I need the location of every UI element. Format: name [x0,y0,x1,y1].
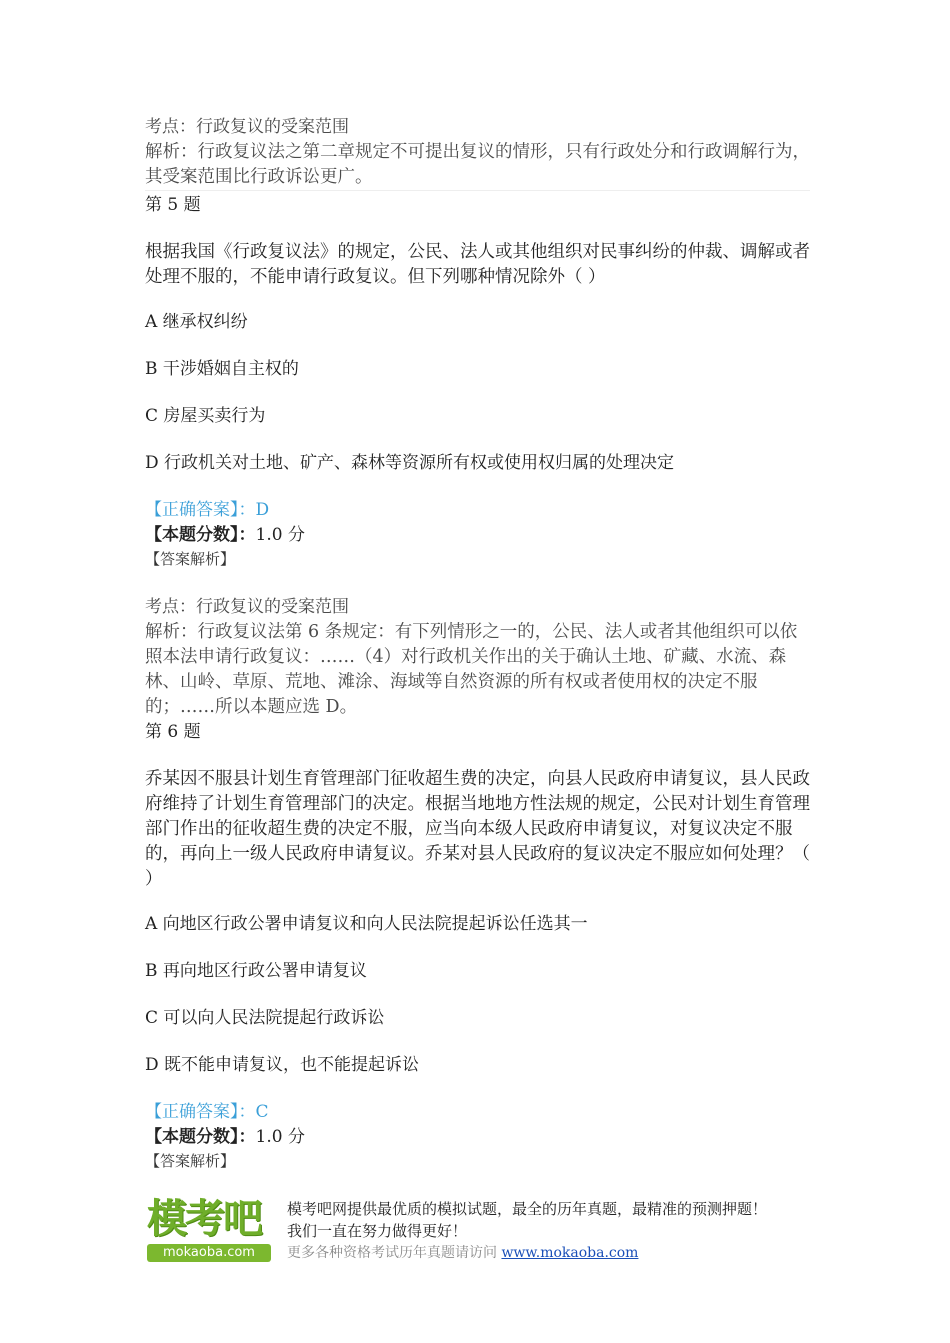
document-page [145,115,810,1172]
question-5-kaodian: 考点：行政复议的受案范围 [145,597,349,617]
score-value: 1.0 分 [255,525,305,545]
footer-slogan: 模考吧网提供最优质的模拟试题，最全的历年真题，最精准的预测押题！ [287,1200,768,1218]
question-6-stem: 乔某因不服县计划生育管理部门征收超生费的决定，向县人民政府申请复议，县人民政府维持了计划生育管理部门的决定。根据当地地方性法规的规定，公民对计划生育管理部门作出的征收超生费的决定不服，应当向本级人民政府申请复议，对复议决定不服的，再向上一级人民政府申请复议。乔某对县人民政府的复议决定不服应如何处理？（ ） [145,769,810,889]
question-5-analysis-label: 【答案解析】 [145,550,236,568]
logo-wordmark: 模考吧 [147,1196,261,1242]
question-6-option-c: C 可以向人民法院提起行政诉讼 [145,1008,385,1028]
question-5-answer [145,498,810,523]
question-6-analysis-label: 【答案解析】 [145,1152,236,1170]
question-6-title: 第 6 题 [145,722,201,742]
score-label: 【本题分数】： [145,1127,256,1147]
footer-motto: 我们一直在努力做得更好！ [287,1222,468,1240]
footer-banner [145,1196,810,1268]
score-label: 【本题分数】： [145,525,256,545]
answer-label: 【正确答案】： [145,500,256,520]
question-5-option-d: D 行政机关对土地、矿产、森林等资源所有权或使用权归属的处理决定 [145,453,675,473]
logo-domain: mokaoba.com [147,1244,271,1262]
prev-kaodian: 考点：行政复议的受案范围 [145,117,349,137]
divider [145,190,810,191]
question-5-option-a: A 继承权纠纷 [145,312,248,332]
question-5-option-b: B 干涉婚姻自主权的 [145,359,299,379]
answer-label: 【正确答案】： [145,1102,256,1122]
mokaoba-logo [145,1196,273,1266]
question-5-option-c: C 房屋买卖行为 [145,406,266,426]
question-6-option-d: D 既不能申请复议，也不能提起诉讼 [145,1055,420,1075]
footer-visit-prefix: 更多各种资格考试历年真题请访问 [287,1245,502,1261]
score-value: 1.0 分 [255,1127,305,1147]
question-5-stem: 根据我国《行政复议法》的规定，公民、法人或其他组织对民事纠纷的仲裁、调解或者处理不服的，不能申请行政复议。但下列哪种情况除外（ ） [145,242,810,287]
question-6-score [145,1125,810,1150]
question-5-title: 第 5 题 [145,195,201,215]
answer-value: D [255,500,270,520]
question-6-answer [145,1100,810,1125]
question-6-option-a: A 向地区行政公署申请复议和向人民法院提起诉讼任选其一 [145,914,588,934]
footer-visit [287,1242,807,1264]
question-5-jiexi: 解析：行政复议法第 6 条规定：有下列情形之一的，公民、法人或者其他组织可以依照本法申请行政复议：……（4）对行政机关作出的关于确认土地、矿藏、水流、森林、山岭、草原、荒地、滩涂、海域等自然资源的所有权或者使用权的决定不服的；……所以本题应选 D。 [145,622,798,717]
answer-value: C [255,1102,269,1122]
question-6-option-b: B 再向地区行政公署申请复议 [145,961,367,981]
prev-jiexi: 解析：行政复议法之第二章规定不可提出复议的情形，只有行政处分和行政调解行为，其受案范围比行政诉讼更广。 [145,142,810,187]
footer-text [287,1198,807,1264]
website-link[interactable]: www.mokaoba.com [501,1245,639,1261]
question-5-score [145,523,810,548]
